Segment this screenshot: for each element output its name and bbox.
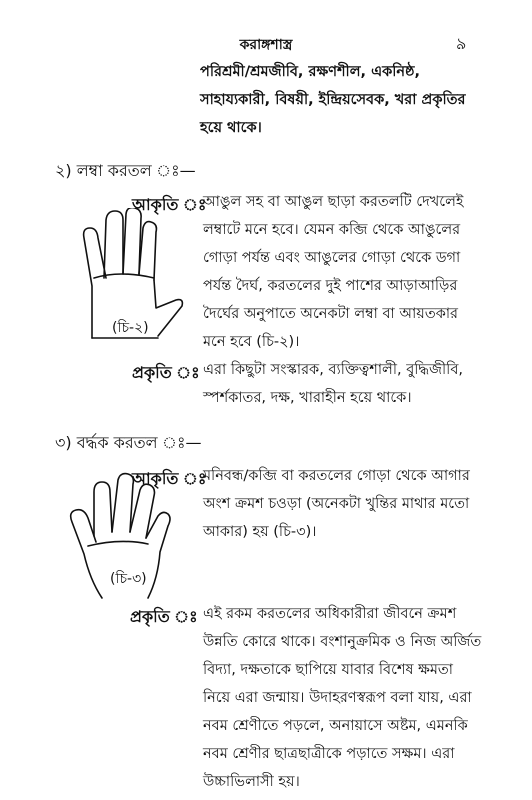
text-line: নবম শ্রেণীর ছাত্রছাত্রীকে পড়াতে সক্ষম। এরা <box>203 746 455 762</box>
section-heading-spatulate-palm: ৩) বর্দ্ধক করতল ঃ— <box>55 433 202 452</box>
prakriti-label: প্রকৃতি ঃ <box>132 363 200 382</box>
page-number: ৯ <box>456 34 467 53</box>
text-line: মনে হবে (চি-২)। <box>203 334 300 350</box>
text-line: স্পর্শকাতর, দক্ষ, খারাহীন হয়ে থাকে। <box>203 390 412 406</box>
long-palm-shape-text <box>203 188 503 356</box>
figure-label-2: (চি-২) <box>112 320 149 336</box>
text-line: আঙুল সহ বা আঙুল ছাড়া করতলটি দেখলেই <box>203 194 464 210</box>
figure-label-3: (চি-৩) <box>110 571 147 587</box>
akriti-label: আকৃতি ঃ <box>132 469 207 488</box>
text-line: বিদ্যা, দক্ষতাকে ছাপিয়ে যাবার বিশেষ ক্ষমতা <box>203 662 453 678</box>
text-line: এরা কিছুটা সংস্কারক, ব্যক্তিত্বশালী, বুদ্ধিজীবি, <box>203 362 464 378</box>
intro-line: পরিশ্রমী/শ্রমজীবি, রক্ষণশীল, একনিষ্ঠ, <box>200 64 421 80</box>
text-line: মনিবন্ধ/কব্জি বা করতলের গোড়া থেকে আগার <box>203 468 470 484</box>
prakriti-label: প্রকৃতি ঃ <box>130 607 198 626</box>
text-line: দৈর্ঘের অনুপাতে অনেকটা লম্বা বা আয়তকার <box>203 306 459 322</box>
intro-line: হয়ে থাকে। <box>200 120 262 136</box>
text-line: নিয়ে এরা জন্মায়। উদাহরণস্বরূপ বলা যায়, এরা <box>203 690 472 706</box>
text-line: উন্নতি কোরে থাকে। বংশানুক্রমিক ও নিজ অর্জিত <box>203 634 482 650</box>
intro-line: সাহায্যকারী, বিষয়ী, ইন্দ্রিয়সেবক, খরা প্রকৃতির <box>200 92 466 108</box>
spatulate-palm-shape-text <box>203 462 503 546</box>
text-line: গোড়া পর্যন্ত এবং আঙুলের গোড়া থেকে ডগা <box>203 250 461 266</box>
text-line: আকার) হয় (চি-৩)। <box>203 524 317 540</box>
text-line: নবম শ্রেণীতে পড়লে, অনায়াসে অষ্টম, এমনকি <box>203 718 468 734</box>
long-palm-nature-text <box>203 356 503 412</box>
text-line: লম্বাটে মনে হবে। যেমন কব্জি থেকে আঙুলের <box>203 222 461 238</box>
running-header-title: করাঙ্গশাস্ত্র <box>239 37 293 53</box>
text-line: উচ্চাভিলাসী হয়। <box>203 774 300 790</box>
text-line: এই রকম করতলের অধিকারীরা জীবনে ক্রমশ <box>203 606 457 622</box>
section-heading-long-palm: ২) লম্বা করতল ঃ— <box>55 161 196 180</box>
text-line: অংশ ক্রমশ চওড়া (অনেকটা খুন্তির মাথার মতো <box>203 496 470 512</box>
akriti-label: আকৃতি ঃ <box>132 195 207 214</box>
intro-paragraph <box>200 58 500 142</box>
text-line: পর্যন্ত দৈর্ঘ, করতলের দুই পাশের আড়াআড়ির <box>203 278 458 294</box>
spatulate-palm-nature-text <box>203 600 513 796</box>
